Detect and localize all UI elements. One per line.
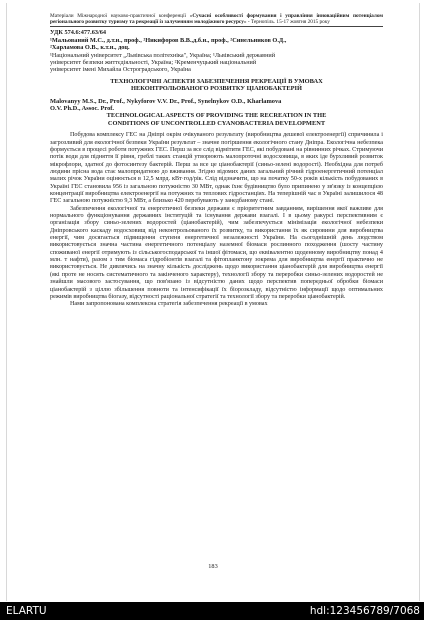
title-line: TECHNOLOGICAL ASPECTS OF PROVIDING THE RECREATION IN THE (106, 112, 327, 120)
title-line: ТЕХНОЛОГІЧНІ АСПЕКТИ ЗАБЕЗПЕЧЕННЯ РЕКРЕАЦІЇ В УМОВАХ (110, 77, 323, 85)
conference-header-prefix: Матеріали Міжнародної науково-практичної конференції « (50, 13, 193, 19)
authors-line: ²Харламова О.В., к.т.н., доц. (50, 44, 130, 52)
body-paragraph: Побудова комплексу ГЕС на Дніпрі окрім очікуваного результату (виробництва дешевої електроенергії) спричинила і загрозливий для екологічної безпеки України результат – значне погіршення екологічного стану Дніпра. Екологічна небезпека формується в процесі роботи потужних ГЕС. Перш за все слід відмітити ГЕС, які побудовані на рівнинних річках. Стримуючи потік води для підняття її рівня, греблі таких станцій утворюють малопроточні водосховища, в яких іде бурхливий розвиток мікрофлори, здатної до фотосинтезу бактерій. Перш за все це ціанобактерії (синьо-зелені водорості). Необхідна для потреб людини прісна вода стає малопридатною до вживання. Згідно відомих даних загальний річний гідроенергетичний потенціал малих річок України оцінюється в 12,5 млрд. кВт·год/рік. Слід відзначити, що на початку 50-х років кількість побудованих в Україні ГЕС становила 956 із загальною потужністю 30 МВт, однак їхнє будівництво було припинено у зв'язку із концепцією концентрації виробництва електроенергії на потужних та теплових гідростанціях. На теперішній час в Україні залишилося 48 ГЕС загальною потужністю 9,3 МВт, а близько 420 перебувають у занедбаному стані. (50, 132, 383, 205)
page-content (50, 13, 383, 309)
title-line: CONDITIONS OF UNCONTROLLED CYANOBACTERIA DEVELOPMENT (107, 119, 326, 127)
body-paragraph: Забезпечення екологічної та енергетичної безпеки держави є пріоритетним завданням, вирішення якої важливе для нормального функціонування державних інституцій та існування держави взагалі. І в цьому ракурсі перспективним є організація збору синьо-зелених водоростей (ціанобактерій), чим забезпечується мінімізація екологічної небезпеки Дніпровського каскаду водосховищ від неконтрольованого їх розвитку, та використання їх як сировини для виробництва енергії, чим досягається підвищення ступеня енергетичної незалежності України. На сьогоднішній день людством використовується значна частина енергетичного потенціалу наземної біомаси рослинного походження (шосту частину споживаної енергії отримують із сільськогосподарської та іншої фітомаси, що еквівалентно щоденному виробництву понад 4 млн. т нафти), разом з тим біомаса гідробіонтів взагалі та фітопланктону зокрема для виробництва енергії практично не використовується. Не дивлячись на значну кількість досліджень щодо використання ціанобактерій для виробництва енергії (які проте не носять систематичного та закінченого характеру), технології збору та переробки синьо-зелених водоростей не знайшли масового застосування, що пов'язано із відсутністю даних щодо перспектив попередньої обробки біомаси ціанобактерій з ціллю збільшення повноти та інтенсифікації їх біорозкладу, відсутністю інформації щодо оптимальних режимів виробництва біогазу, відсутності раціональної стратегії та технології збору та переробки ціанобактерій. (50, 205, 383, 300)
conference-header-suffix: » - Тернопіль. 15-17 жовтня 2015 року (243, 19, 330, 26)
handle-identifier: hdl:123456789/7068 (309, 605, 420, 617)
title-english (50, 112, 383, 127)
status-bar (0, 602, 424, 620)
repository-name: ELARTU (6, 605, 47, 617)
header-divider (50, 26, 383, 27)
conference-header-title: Сучасні особливості формування і управління інноваційним потенціалом регіонального розвитку туризму та рекреації із залученням молодіжного ресурсу (50, 13, 383, 26)
authors-line: ¹Мальований М.С., д.т.н., проф., ²Никифоров В.В.,д.б.н., проф., ²Синельников О.Д., (50, 36, 287, 44)
conference-header (50, 13, 383, 25)
authors-english (50, 98, 383, 113)
title-ukrainian (50, 78, 383, 93)
affiliation-line: ¹Національний університет „Львівська політехніка", Україна; ¹Львівський державний (50, 51, 276, 59)
body-paragraph: Нами запропонована комплексна стратегія забезпечення рекреації в умовах (70, 301, 268, 308)
authors-line: O.V. Ph.D., Assoc. Prof. (50, 105, 115, 113)
page-number: 183 (208, 563, 218, 570)
article-body (50, 132, 383, 308)
document-page (6, 3, 420, 601)
affiliations (50, 52, 383, 74)
affiliation-line: університет безпеки життєдіяльності, Україна; ²Кременчуцький національний (50, 59, 257, 67)
affiliation-line: університет імені Михайла Остроградського, Україна (50, 66, 191, 74)
authors-line: Malovanyy M.S., Dr., Prof., Nykyforov V.V. Dr., Prof., Synelnykov O.D., Kharlamova (50, 97, 282, 105)
udk-code: УДК 574.6:477.63/64 (50, 29, 107, 37)
authors-ukrainian (50, 37, 383, 52)
title-line: НЕКОНТРОЛЬОВАНОГО РОЗВИТКУ ЦІАНОБАКТЕРІЙ (131, 85, 302, 93)
